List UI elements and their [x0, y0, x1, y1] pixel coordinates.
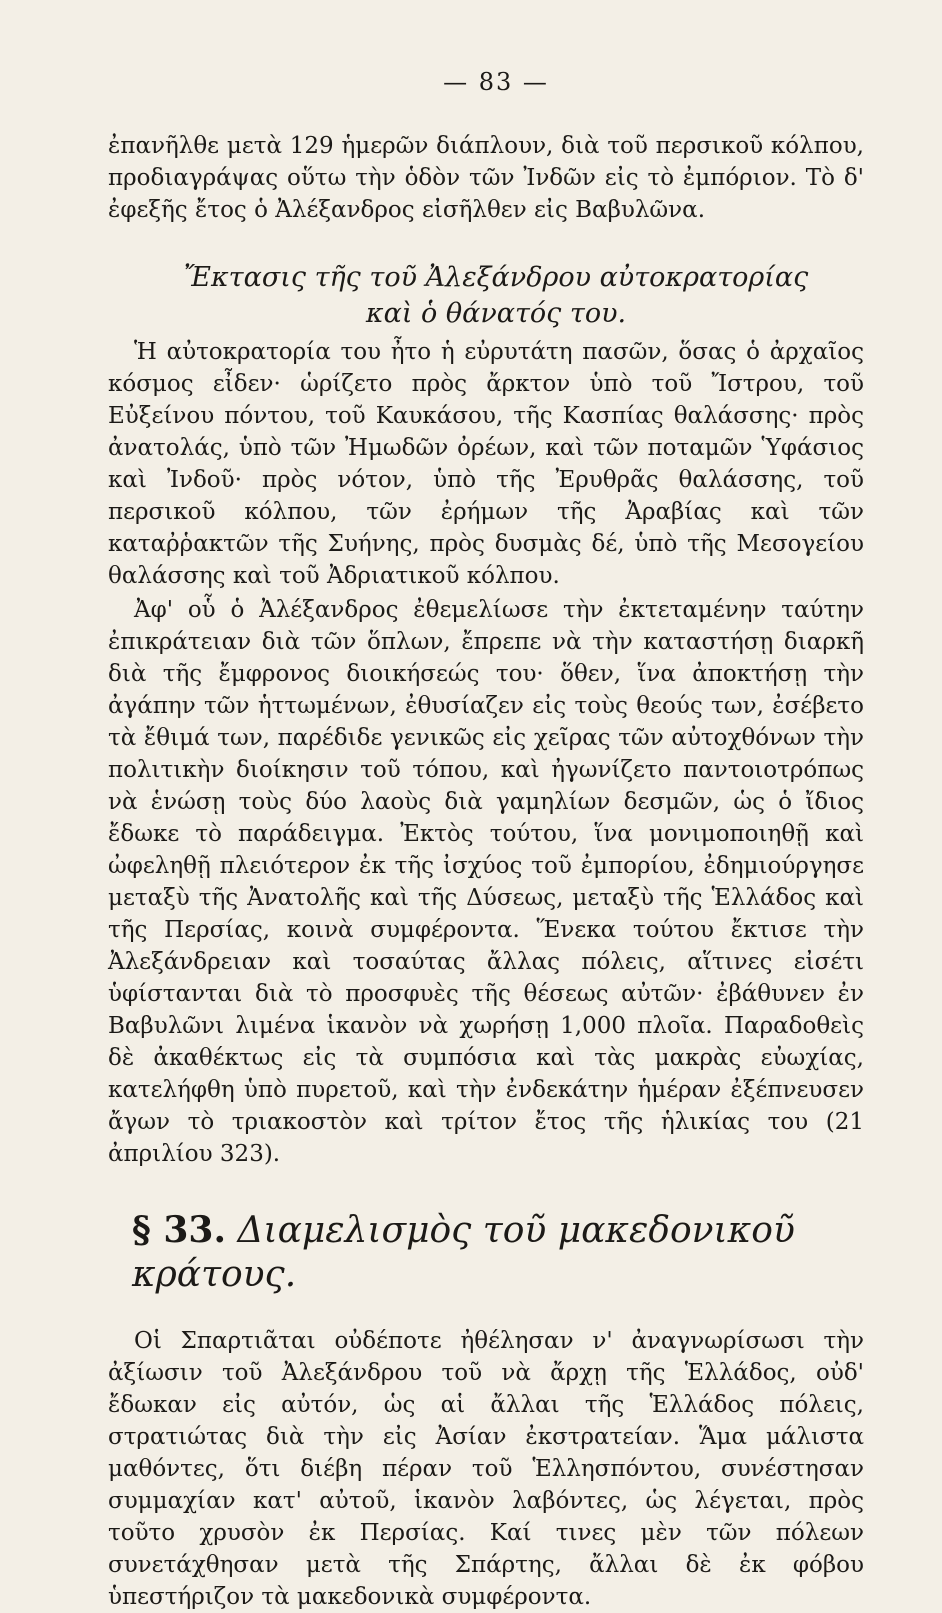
page-number: — 83 — [443, 68, 549, 96]
section-number: § 33. [132, 1209, 226, 1251]
section-heading [132, 1208, 864, 1297]
subheading-line-2: καὶ ὁ θάνατός του. [365, 298, 627, 329]
subheading-line-1: Ἔκτασις τῆς τοῦ Ἀλεξάνδρου αὐτοκρατορίας [183, 262, 809, 293]
subheading [108, 260, 864, 332]
paragraph-spartans: Οἱ Σπαρτιᾶται οὐδέποτε ἠθέλησαν ν' ἀναγνωρίσωσι τὴν ἀξίωσιν τοῦ Ἀλεξάνδρου τοῦ νὰ ἄρχῃ τῆς Ἑλλάδος, οὐδ' ἔδωκαν εἰς αὐτόν, ὡς αἱ ἄλλαι τῆς Ἑλλάδος πόλεις, στρατιώτας διὰ τὴν εἰς Ἀσίαν ἐκστρατείαν. Ἅμα μάλιστα μαθόντες, ὅτι διέβη πέραν τοῦ Ἑλλησπόντου, συνέστησαν συμμαχίαν κατ' αὐτοῦ, ἱκανὸν λαβόντες, ὡς λέγεται, πρὸς τοῦτο χρυσὸν ἐκ Περσίας. Καί τινες μὲν τῶν πόλεων συνετάχθησαν μετὰ τῆς Σπάρτης, ἄλλαι δὲ ἐκ φόβου ὑπεστήριζον τὰ μακεδονικὰ συμφέροντα. [108, 1328, 864, 1610]
intro-paragraph: ἐπανῆλθε μετὰ 129 ἡμερῶν διάπλουν, διὰ τοῦ περσικοῦ κόλπου, προδιαγράψας οὕτω τὴν ὁδὸν τῶν Ἰνδῶν εἰς τὸ ἐμπόριον. Τὸ δ' ἐφεξῆς ἔτος ὁ Ἀλέξανδρος εἰσῆλθεν εἰς Βαβυλῶνα. [108, 133, 864, 223]
section-title: Διαμελισμὸς τοῦ μακεδονικοῦ κράτους. [132, 1210, 795, 1295]
paragraph-empire-extent: Ἡ αὐτοκρατορία του ἦτο ἡ εὐρυτάτη πασῶν, ὅσας ὁ ἀρχαῖος κόσμος εἶδεν· ὡρίζετο πρὸς ἄρκτον ὑπὸ τοῦ Ἴστρου, τοῦ Εὐξείνου πόντου, τοῦ Καυκάσου, τῆς Κασπίας θαλάσσης· πρὸς ἀνατολάς, ὑπὸ τῶν Ἠμωδῶν ὀρέων, καὶ τῶν ποταμῶν Ὑφάσιος καὶ Ἰνδοῦ· πρὸς νότον, ὑπὸ τῆς Ἐρυθρᾶς θαλάσσης, τοῦ περσικοῦ κόλπου, τῶν ἐρήμων τῆς Ἀραβίας καὶ τῶν καταῤῥακτῶν τῆς Συήνης, πρὸς δυσμὰς δέ, ὑπὸ τῆς Μεσογείου θαλάσσης καὶ τοῦ Ἀδριατικοῦ κόλπου. [108, 339, 864, 589]
paragraph-alexander-death: Ἀφ' οὗ ὁ Ἀλέξανδρος ἐθεμελίωσε τὴν ἐκτεταμένην ταύτην ἐπικράτειαν διὰ τῶν ὅπλων, ἔπρεπε νὰ τὴν καταστήσῃ διαρκῆ διὰ τῆς ἔμφρονος διοικήσεώς του· ὅθεν, ἵνα ἀποκτήσῃ τὴν ἀγάπην τῶν ἡττωμένων, ἐθυσίαζεν εἰς τοὺς θεούς των, ἐσέβετο τὰ ἔθιμά των, παρέδιδε γενικῶς εἰς χεῖρας τῶν αὐτοχθόνων τὴν πολιτικὴν διοίκησιν τοῦ τόπου, καὶ ἠγωνίζετο παντοιοτρόπως νὰ ἑνώσῃ τοὺς δύο λαοὺς διὰ γαμηλίων δεσμῶν, ὡς ὁ ἴδιος ἔδωκε τὸ παράδειγμα. Ἐκτὸς τούτου, ἵνα μονιμοποιηθῇ καὶ ὠφεληθῇ πλειότερον ἐκ τῆς ἰσχύος τοῦ ἐμπορίου, ἐδημιούργησε μεταξὺ τῆς Ἀνατολῆς καὶ τῆς Δύσεως, μεταξὺ τῆς Ἑλλάδος καὶ τῆς Περσίας, κοινὰ συμφέροντα. Ἕνεκα τούτου ἔκτισε τὴν Ἀλεξάνδρειαν καὶ τοσαύτας ἄλλας πόλεις, αἵτινες εἰσέτι ὑφίστανται διὰ τὸ προσφυὲς τῆς θέσεως αὐτῶν· ἐβάθυνεν ἐν Βαβυλῶνι λιμένα ἱκανὸν νὰ χωρήσῃ 1,000 πλοῖα. Παραδοθεὶς δὲ ἀκαθέκτως εἰς τὰ συμπόσια καὶ τὰς μακρὰς εὐωχίας, κατελήφθη ὑπὸ πυρετοῦ, καὶ τὴν ἐνδεκάτην ἡμέραν ἐξέπνευσεν ἄγων τὸ τριακοστὸν καὶ τρίτον ἔτος τῆς ἡλικίας του (21 ἀπριλίου 323). [108, 597, 864, 1167]
